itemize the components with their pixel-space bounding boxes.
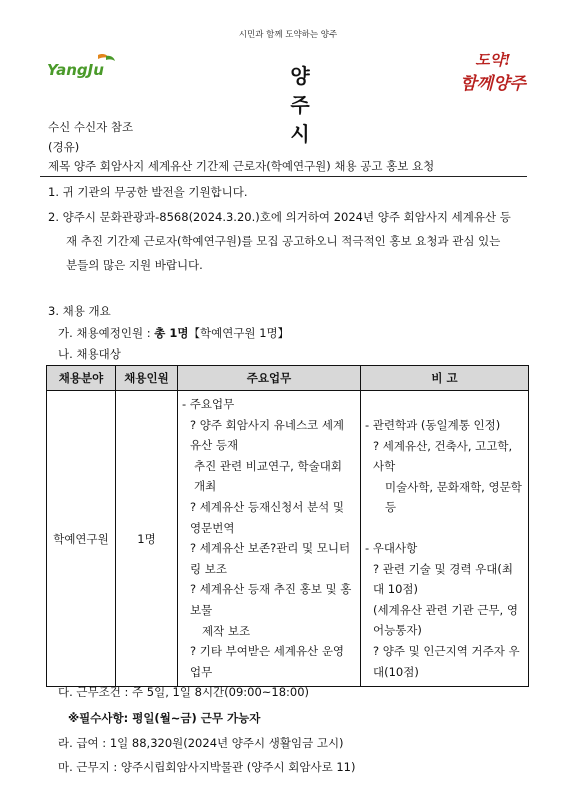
- table-header-row: [47, 366, 529, 391]
- section-3-ga: [58, 325, 289, 341]
- ga-suffix: 【학예연구원 1명】: [188, 326, 290, 340]
- duty-item: ? 세계유산 등재 추진 홍보 및 홍보물: [190, 582, 352, 617]
- svg-text:도약!: 도약!: [475, 51, 511, 69]
- paragraph-1: 1. 귀 기관의 무궁한 발전을 기원합니다.: [48, 185, 248, 199]
- paragraph-2-line-1: 2. 양주시 문화관광과-8568(2024.3.20.)호에 의거하여 2024년 양주 회암사지 세계유산 등: [48, 210, 511, 224]
- yangju-logo: [46, 53, 118, 85]
- header-slogan: 시민과 함께 도약하는 양주: [238, 30, 338, 40]
- duty-item: ? 양주 회암사지 유네스코 세계유산 등재: [190, 417, 345, 453]
- ga-total: 총 1명: [154, 326, 189, 340]
- note-item: - 우대사항: [365, 540, 418, 555]
- slogan-logo: [458, 43, 528, 101]
- salary: 라. 급여 : 1일 88,320원(2024년 양주시 생활임금 고시): [58, 736, 344, 750]
- header-count: 채용인원: [116, 366, 178, 391]
- note-item: 미술사학, 문화재학, 영문학 등: [385, 479, 522, 515]
- cell-notes: [361, 391, 529, 687]
- header-duties: 주요업무: [178, 366, 361, 391]
- cell-count: 1명: [116, 391, 178, 687]
- paragraph-2-line-2: 재 추진 기간제 근로자(학예연구원)를 모집 공고하오니 적극적인 홍보 요청과 관심 있는: [66, 234, 501, 248]
- paragraph-2-line-3: 분들의 많은 지원 바랍니다.: [66, 258, 203, 272]
- header-field: 채용분야: [47, 366, 116, 391]
- cell-field: 학예연구원: [47, 391, 116, 687]
- recruitment-table: [46, 365, 529, 687]
- recipient: 수신 수신자 참조: [48, 120, 134, 134]
- required-notice: ※필수사항: 평일(월~금) 근무 가능자: [68, 711, 261, 725]
- duty-item: ? 세계유산 보존?관리 및 모니터링 보조: [190, 541, 351, 576]
- workplace: 마. 근무지 : 양주시립회암사지박물관 (양주시 회암사로 11): [58, 760, 356, 774]
- duty-item: 추진 관련 비교연구, 학술대회 개최: [194, 458, 342, 494]
- note-item: - 관련학과 (동일계통 인정): [365, 418, 501, 432]
- note-item: (세계유산 관련 기관 근무, 영어능통자): [373, 602, 518, 638]
- logo-text: YangJu: [47, 61, 104, 79]
- note-item: ? 관련 기술 및 경력 우대(최대 10점): [373, 561, 513, 597]
- subject: 제목 양주 회암사지 세계유산 기간제 근로자(학예연구원) 채용 공고 홍보 요청: [48, 159, 435, 173]
- duty-item: - 주요업무: [182, 397, 235, 411]
- note-item: ? 세계유산, 건축사, 고고학, 사학: [373, 438, 513, 474]
- section-3-title: 3. 채용 개요: [48, 304, 111, 318]
- note-item: ? 양주 및 인근지역 거주자 우대(10점): [373, 643, 520, 679]
- work-conditions: 다. 근무조건 : 주 5일, 1일 8시간(09:00~18:00): [58, 685, 310, 699]
- duty-item: 제작 보조: [202, 623, 251, 638]
- duty-item: ? 세계유산 등재신청서 분석 및 영문번역: [190, 499, 345, 535]
- table-row: [47, 391, 529, 687]
- cell-duties: [178, 391, 361, 687]
- duty-item: ? 기타 부여받은 세계유산 운영업무: [190, 644, 345, 679]
- subject-divider: [40, 176, 527, 177]
- via: (경유): [48, 140, 80, 154]
- city-title: 양 주 시: [290, 64, 358, 146]
- section-3-na: 나. 채용대상: [58, 347, 121, 361]
- ga-prefix: 가. 채용예정인원 :: [58, 326, 155, 340]
- header-notes: 비 고: [361, 366, 529, 391]
- svg-text:함께양주: 함께양주: [460, 74, 526, 94]
